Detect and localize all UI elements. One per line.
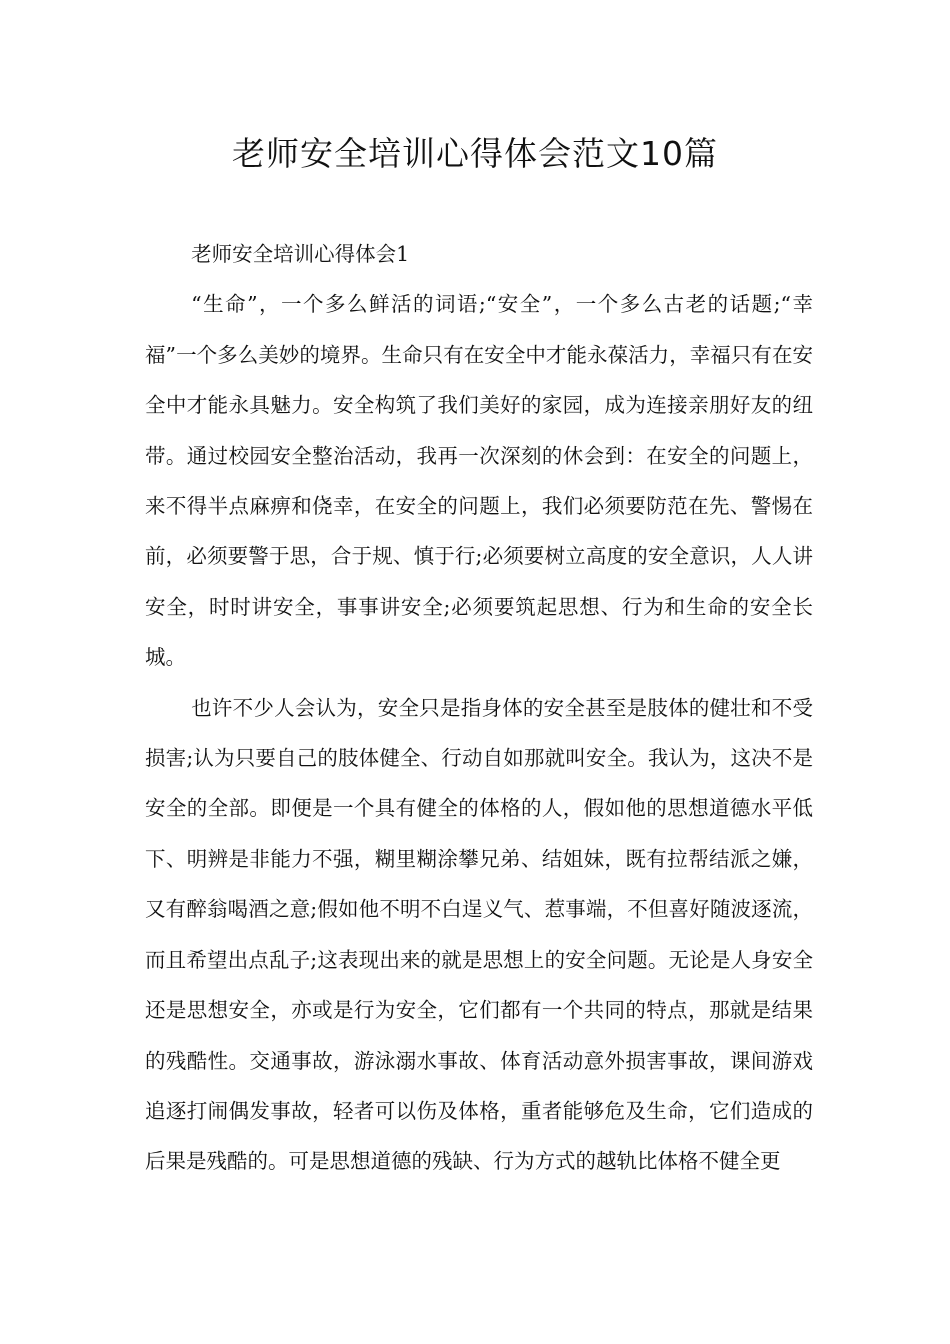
section-heading: 老师安全培训心得体会1 [191, 242, 410, 266]
document-title: 老师安全培训心得体会范文10篇 [232, 134, 718, 173]
paragraph-1: “生命”，一个多么鲜活的词语;“安全”，一个多么古老的话题;“幸福”一个多么美妙的境界。生命只有在安全中才能永葆活力，幸福只有在安全中才能永具魅力。安全构筑了我们美好的家园，成为连接亲朋好友的纽带。通过校园安全整治活动，我再一次深刻的休会到：在安全的问题上，来不得半点麻痹和侥幸，在安全的问题上，我们必须要防范在先、警惕在前，必须要警于思，合于规、慎于行;必须要树立高度的安全意识，人人讲安全，时时讲安全，事事讲安全;必须要筑起思想、行为和生命的安全长城。 [145, 292, 813, 670]
paragraph-2: 也许不少人会认为，安全只是指身体的安全甚至是肢体的健壮和不受损害;认为只要自己的肢体健全、行动自如那就叫安全。我认为，这决不是安全的全部。即便是一个具有健全的体格的人，假如他的思想道德水平低下、明辨是非能力不强，糊里糊涂攀兄弟、结姐妹，既有拉帮结派之嫌，又有醉翁喝酒之意;假如他不明不白逞义气、惹事端，不但喜好随波逐流，而且希望出点乱子;这表现出来的就是思想上的安全问题。无论是人身安全还是思想安全，亦或是行为安全，它们都有一个共同的特点，那就是结果的残酷性。交通事故，游泳溺水事故、体育活动意外损害事故，课间游戏追逐打闹偶发事故，轻者可以伤及体格，重者能够危及生命，它们造成的后果是残酷的。可是思想道德的残缺、行为方式的越轨比体格不健全更 [145, 695, 813, 1174]
document-body [145, 229, 813, 1187]
